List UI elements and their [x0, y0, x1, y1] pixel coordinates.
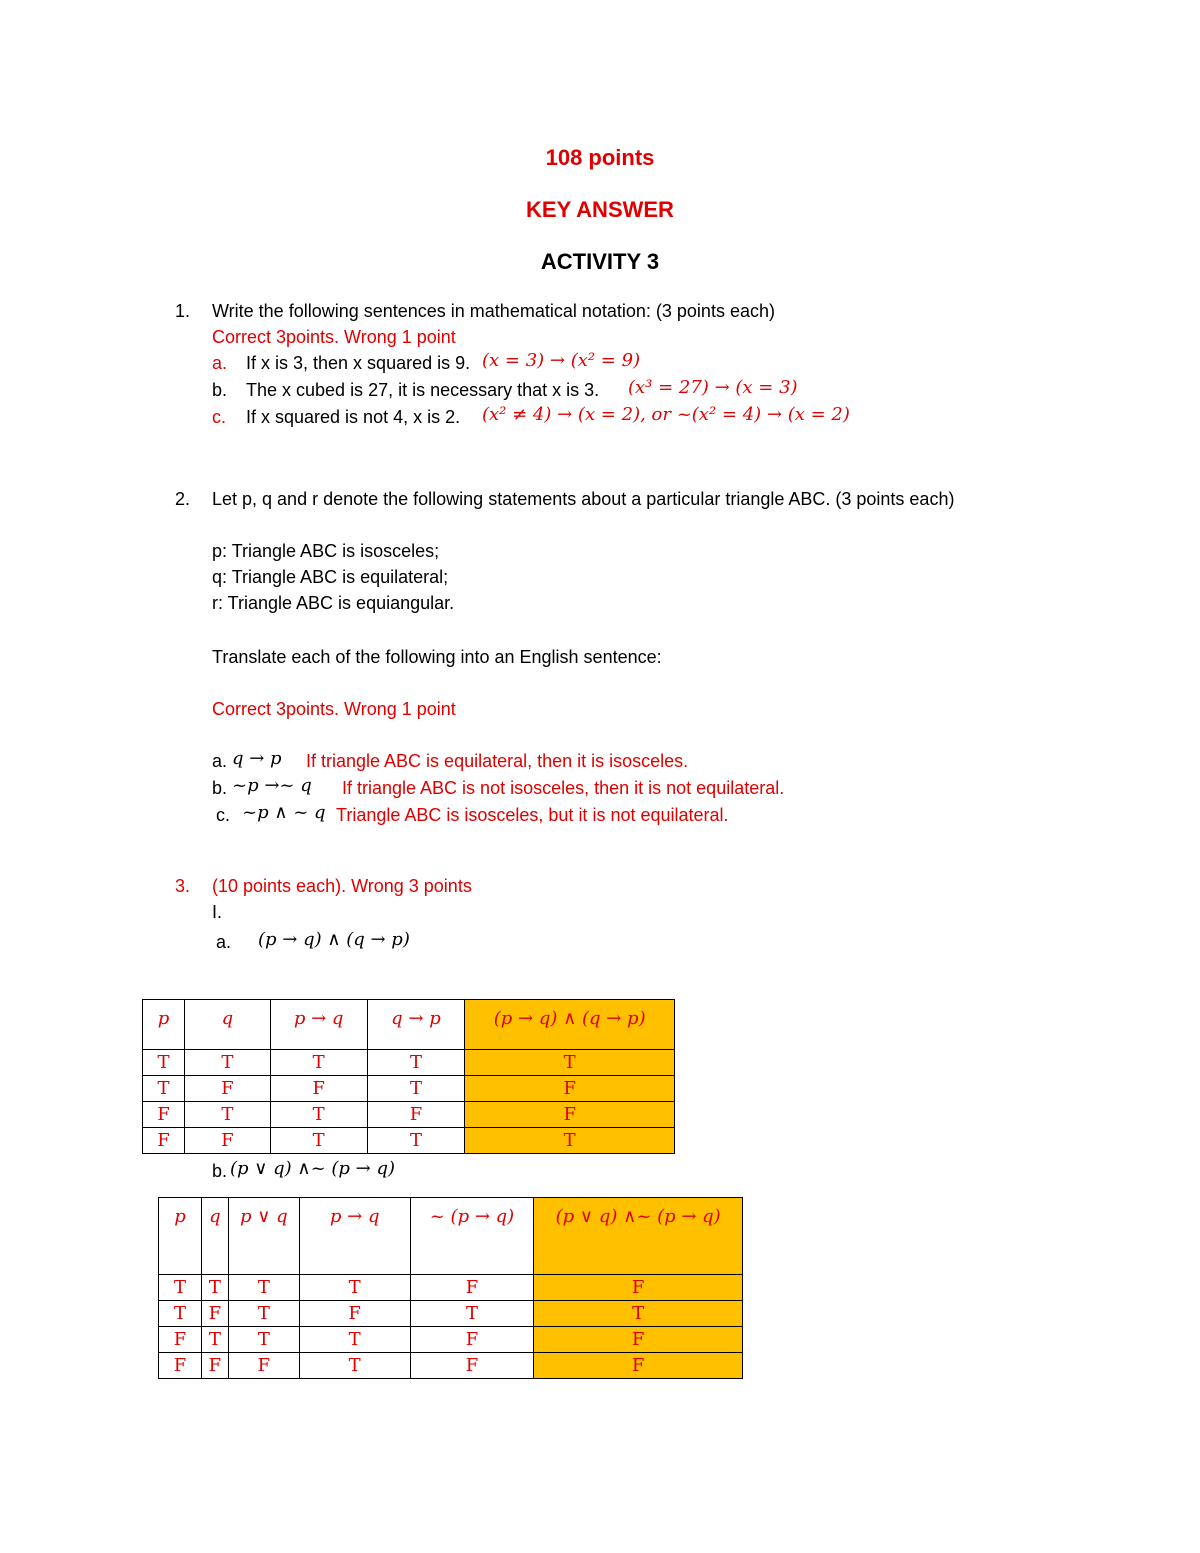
q2-item-a-expr: q → p — [232, 748, 282, 769]
q3-b-expr: (p ∨ q) ∧~ (p → q) — [230, 1158, 396, 1179]
q3-number: 3. — [175, 876, 191, 896]
table-row — [143, 1050, 675, 1076]
table-cell-highlight: F — [534, 1327, 743, 1353]
table-cell: F — [159, 1353, 202, 1379]
q2-item-c-expr: ~p ∧ ~ q — [242, 802, 326, 823]
table-cell-highlight: T — [465, 1128, 675, 1154]
table-cell: F — [184, 1076, 270, 1102]
table-cell: T — [410, 1301, 534, 1327]
header-cell: p → q — [270, 1000, 367, 1050]
q1-prompt: Write the following sentences in mathematical notation: (3 points each) — [212, 301, 775, 321]
table-cell: F — [143, 1128, 185, 1154]
table-cell: T — [367, 1050, 465, 1076]
table-row — [143, 1128, 675, 1154]
table-cell-highlight: F — [534, 1353, 743, 1379]
table-cell: F — [201, 1353, 228, 1379]
table-cell: T — [299, 1327, 410, 1353]
q1-item-c-answer: (x² ≠ 4) → (x = 2), or ~(x² = 4) → (x = 2) — [482, 404, 850, 425]
table-row — [143, 1102, 675, 1128]
truth-table-b — [158, 1197, 743, 1379]
q2-item-b-answer: If triangle ABC is not isosceles, then it is not equilateral. — [342, 778, 785, 798]
table-cell-highlight: T — [465, 1050, 675, 1076]
key-answer-title: KEY ANSWER — [526, 197, 674, 222]
table-cell: T — [270, 1102, 367, 1128]
table-cell: F — [410, 1275, 534, 1301]
q2-statement-q: q: Triangle ABC is equilateral; — [212, 567, 449, 587]
q1-item-c-text: If x squared is not 4, x is 2. — [246, 407, 461, 427]
header-cell: p ∨ q — [228, 1198, 299, 1275]
table-cell: F — [228, 1353, 299, 1379]
q1-number: 1. — [175, 301, 191, 321]
q3-a-label: a. — [216, 932, 232, 952]
q3-roman: I. — [212, 902, 223, 922]
table-row — [159, 1327, 743, 1353]
table-cell: F — [299, 1301, 410, 1327]
q2-statement-r: r: Triangle ABC is equiangular. — [212, 593, 455, 613]
table-cell: F — [201, 1301, 228, 1327]
points-title: 108 points — [545, 145, 655, 170]
table-cell: F — [270, 1076, 367, 1102]
table-cell: F — [159, 1327, 202, 1353]
table-cell-highlight: T — [534, 1301, 743, 1327]
table-cell-highlight: F — [465, 1102, 675, 1128]
q2-prompt: Let p, q and r denote the following statements about a particular triangle ABC. (3 points each) — [212, 489, 955, 509]
table-cell: T — [143, 1050, 185, 1076]
header-cell-highlight: (p ∨ q) ∧~ (p → q) — [534, 1198, 743, 1275]
q2-item-c-letter: c. — [216, 805, 231, 825]
q2-statement-p: p: Triangle ABC is isosceles; — [212, 541, 440, 561]
q2-scoring: Correct 3points. Wrong 1 point — [212, 699, 456, 719]
table-row — [159, 1353, 743, 1379]
q1-item-b-letter: b. — [212, 380, 228, 400]
q3-a-expr: (p → q) ∧ (q → p) — [258, 929, 410, 950]
activity-title: ACTIVITY 3 — [540, 249, 660, 274]
q1-item-a-letter: a. — [212, 353, 228, 373]
q1-item-c-letter: c. — [212, 407, 227, 427]
table-cell: T — [143, 1076, 185, 1102]
q1-scoring: Correct 3points. Wrong 1 point — [212, 327, 456, 347]
table-cell-highlight: F — [534, 1275, 743, 1301]
table-row — [159, 1275, 743, 1301]
header-cell: p → q — [299, 1198, 410, 1275]
table-cell: T — [270, 1050, 367, 1076]
table-cell: T — [367, 1076, 465, 1102]
header-cell: q → p — [367, 1000, 465, 1050]
q1-item-a-text: If x is 3, then x squared is 9. — [246, 353, 471, 373]
q1-item-a-answer: (x = 3) → (x² = 9) — [482, 350, 641, 371]
q2-item-a-answer: If triangle ABC is equilateral, then it is isosceles. — [306, 751, 689, 771]
table-cell: T — [228, 1301, 299, 1327]
header-cell-highlight: (p → q) ∧ (q → p) — [465, 1000, 675, 1050]
table-cell: T — [184, 1050, 270, 1076]
table-cell: T — [159, 1301, 202, 1327]
q3-b-label: b. — [212, 1161, 228, 1181]
table-cell: F — [184, 1128, 270, 1154]
table-cell: F — [410, 1327, 534, 1353]
table-cell: T — [228, 1327, 299, 1353]
table-cell: F — [367, 1102, 465, 1128]
q1-item-b-answer: (x³ = 27) → (x = 3) — [628, 377, 798, 398]
table-cell: T — [159, 1275, 202, 1301]
header-cell: q — [184, 1000, 270, 1050]
q2-number: 2. — [175, 489, 191, 509]
table-cell: T — [228, 1275, 299, 1301]
header-cell: q — [201, 1198, 228, 1275]
table-cell: T — [367, 1128, 465, 1154]
table-cell: T — [201, 1275, 228, 1301]
table-cell: F — [143, 1102, 185, 1128]
truth-table-a — [142, 999, 675, 1154]
table-row — [143, 1076, 675, 1102]
header-cell: ~ (p → q) — [410, 1198, 534, 1275]
table-cell: T — [270, 1128, 367, 1154]
q2-item-a-letter: a. — [212, 751, 228, 771]
q3-prompt: (10 points each). Wrong 3 points — [212, 876, 472, 896]
table-cell: F — [410, 1353, 534, 1379]
q2-item-b-letter: b. — [212, 778, 228, 798]
header-cell: p — [143, 1000, 185, 1050]
q1-item-b-text: The x cubed is 27, it is necessary that x is 3. — [246, 380, 600, 400]
table-cell: T — [201, 1327, 228, 1353]
table-cell: T — [299, 1275, 410, 1301]
table-header-row — [159, 1198, 743, 1275]
header-cell: p — [159, 1198, 202, 1275]
q2-item-b-expr: ~p →~ q — [232, 775, 312, 796]
q2-item-c-answer: Triangle ABC is isosceles, but it is not equilateral. — [336, 805, 729, 825]
table-cell: T — [299, 1353, 410, 1379]
table-row — [159, 1301, 743, 1327]
table-cell: T — [184, 1102, 270, 1128]
table-header-row — [143, 1000, 675, 1050]
table-cell-highlight: F — [465, 1076, 675, 1102]
q2-translate: Translate each of the following into an English sentence: — [212, 647, 662, 667]
